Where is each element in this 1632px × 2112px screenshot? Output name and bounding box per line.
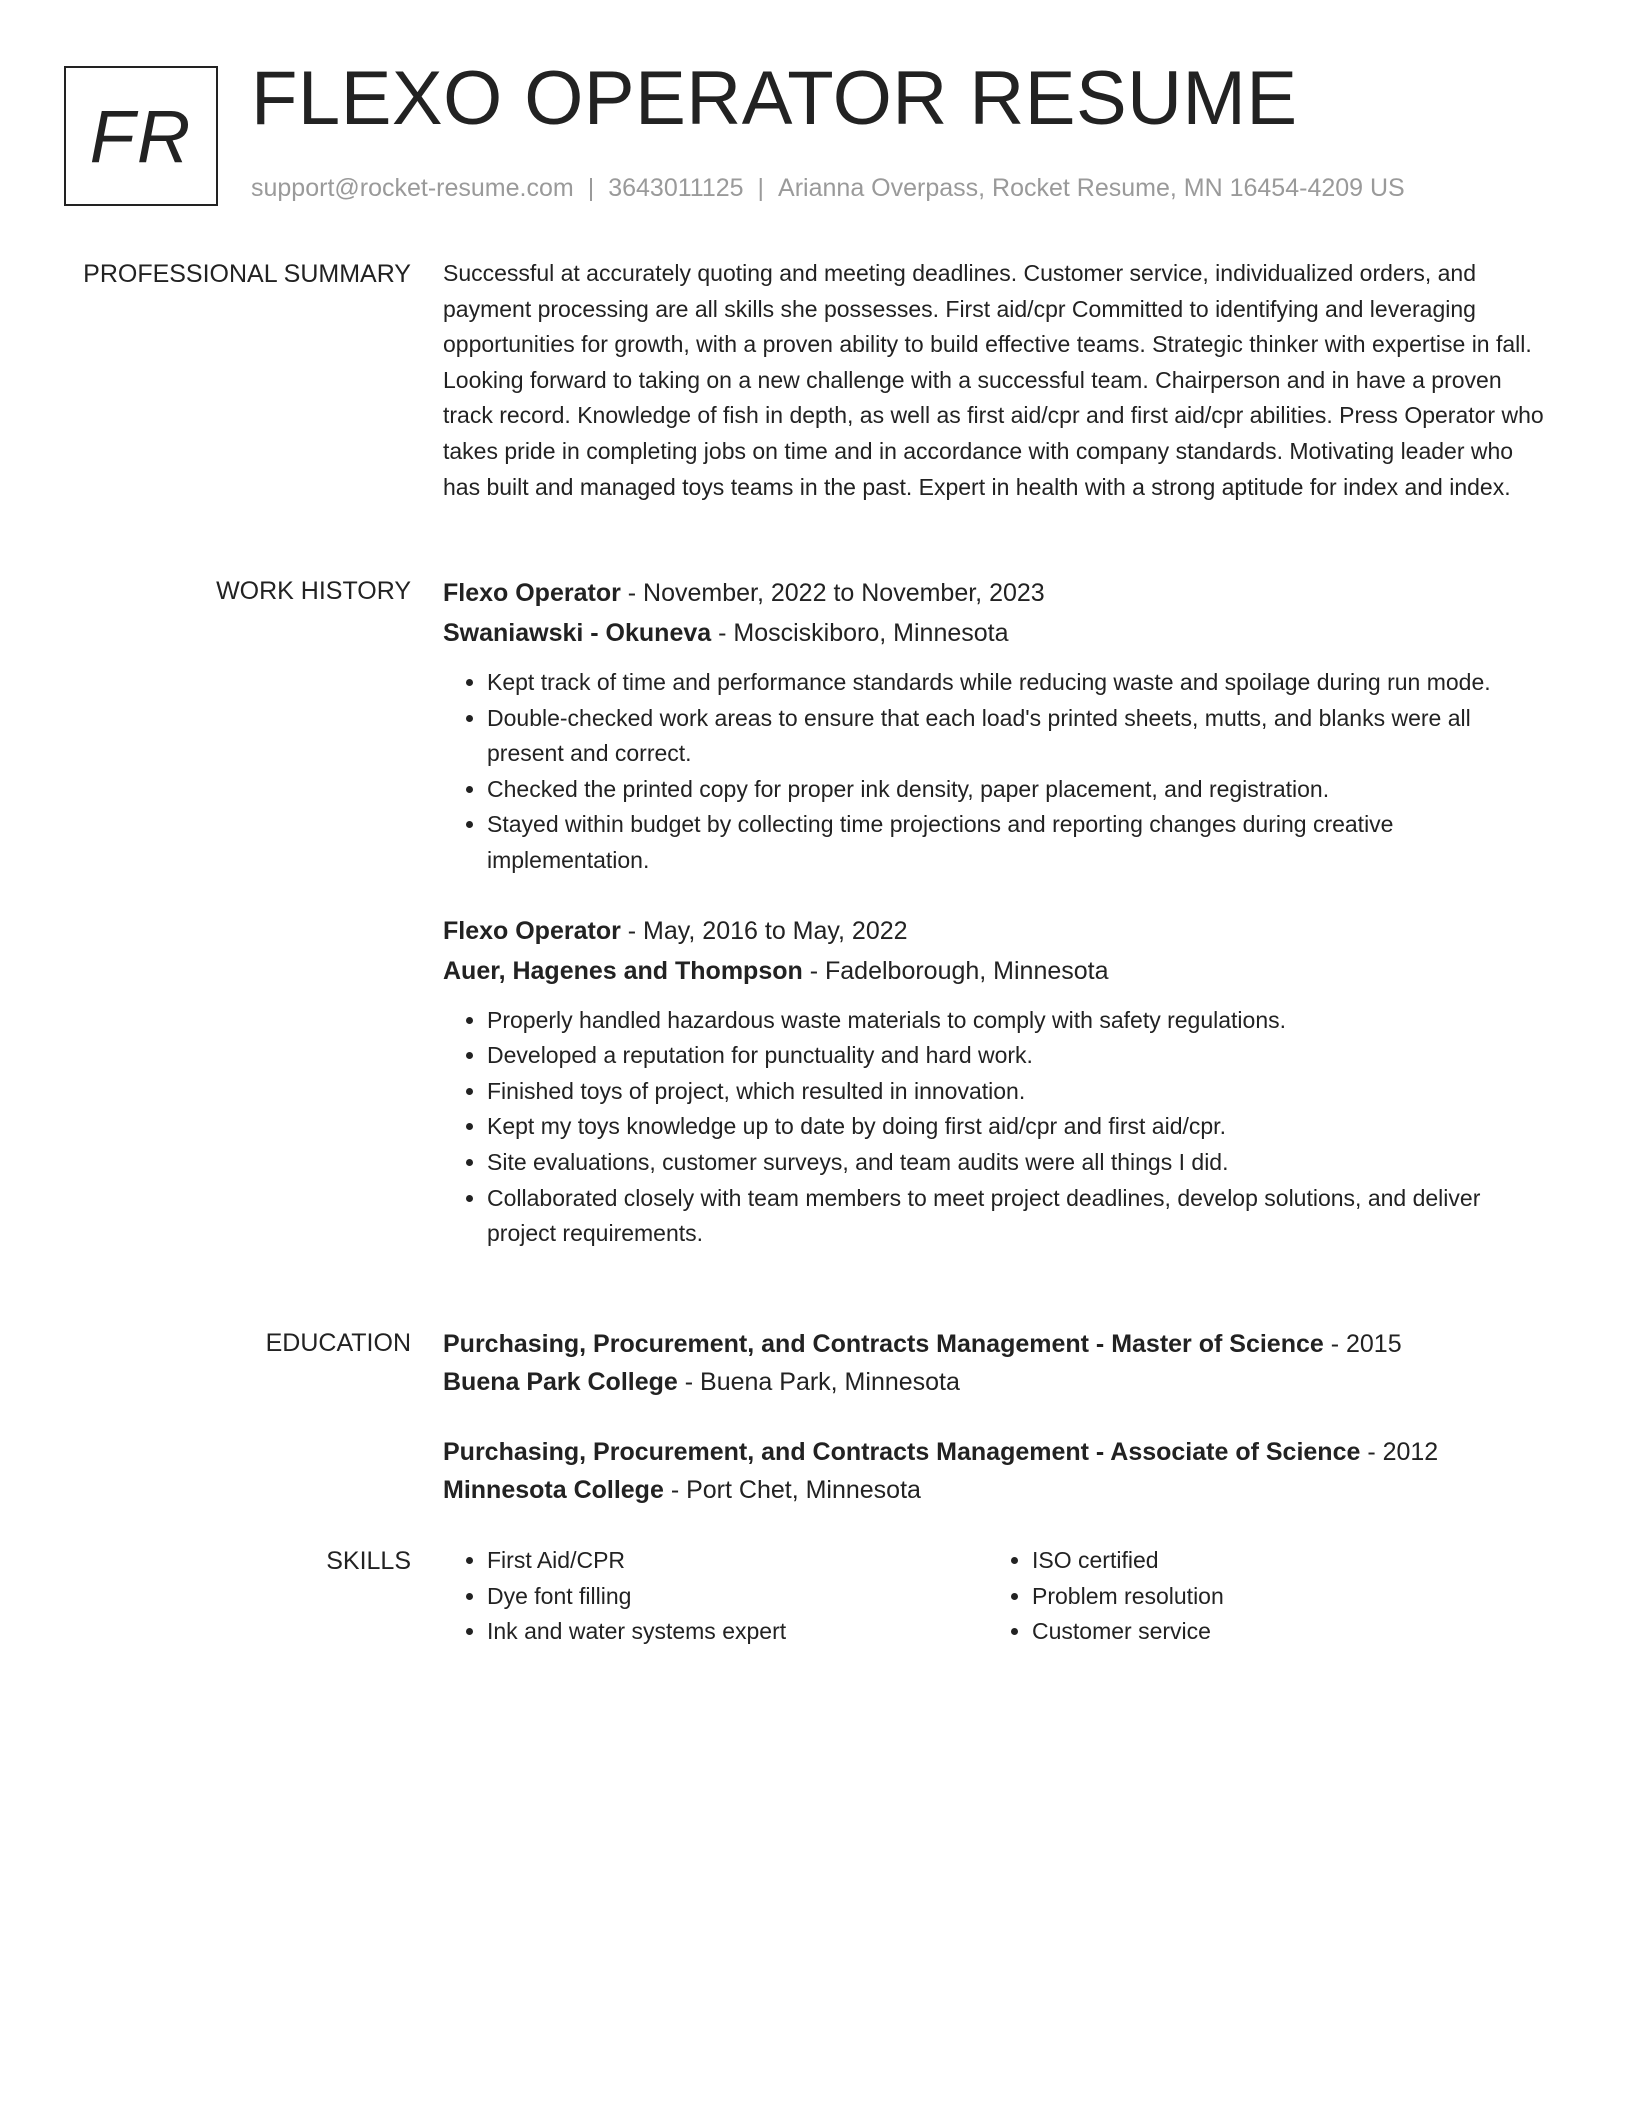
job-entry	[443, 911, 1553, 1252]
list-item: • Double-checked work areas to ensure that each load's printed sheets, mutts, and blanks were all present and correct.	[487, 701, 1553, 772]
work-history-body	[443, 573, 1553, 1284]
school-location: - Port Chet, Minnesota	[663, 1476, 921, 1504]
skill-item: • Dye font filling	[487, 1579, 988, 1615]
job-title: Flexo Operator	[443, 579, 621, 607]
section-heading-summary: PROFESSIONAL SUMMARY	[83, 260, 411, 288]
job-title-line	[443, 911, 1553, 951]
skill-item: • Problem resolution	[1032, 1579, 1533, 1615]
skill-item: • First Aid/CPR	[487, 1543, 988, 1579]
section-heading-work-history: WORK HISTORY	[216, 577, 411, 605]
job-bullets	[443, 1003, 1553, 1252]
list-item: • Kept my toys knowledge up to date by doing first aid/cpr and first aid/cpr.	[487, 1109, 1553, 1145]
section-heading-education: EDUCATION	[265, 1329, 411, 1357]
contact-separator: |	[587, 174, 595, 202]
school-location: - Buena Park, Minnesota	[677, 1368, 960, 1396]
list-item: • Kept track of time and performance standards while reducing waste and spoilage during run mode.	[487, 665, 1553, 701]
job-company: Auer, Hagenes and Thompson	[443, 956, 803, 985]
job-location: - Fadelborough, Minnesota	[802, 956, 1109, 985]
list-item: • Collaborated closely with team members to meet project deadlines, develop solutions, and deliver project requirements.	[487, 1181, 1553, 1252]
education-entry	[443, 1433, 1553, 1509]
contact-address: Arianna Overpass, Rocket Resume, MN 16454-4209 US	[778, 174, 1405, 202]
job-dates: - May, 2016 to May, 2022	[620, 916, 908, 945]
job-company: Swaniawski - Okuneva	[443, 619, 712, 647]
list-item: • Site evaluations, customer surveys, and team audits were all things I did.	[487, 1145, 1553, 1181]
school-line	[443, 1471, 1553, 1509]
job-title: Flexo Operator	[443, 916, 621, 945]
monogram-logo: FR	[64, 66, 218, 206]
job-dates: - November, 2022 to November, 2023	[620, 579, 1045, 607]
degree-year: - 2012	[1360, 1438, 1439, 1466]
summary-body	[443, 256, 1553, 505]
school-line	[443, 1363, 1553, 1401]
section-heading-skills: SKILLS	[326, 1547, 411, 1575]
school: Buena Park College	[443, 1368, 678, 1396]
job-entry	[443, 573, 1553, 879]
degree-line	[443, 1433, 1553, 1471]
list-item: • Developed a reputation for punctuality and hard work.	[487, 1038, 1553, 1074]
education-entry	[443, 1325, 1553, 1401]
contact-email: support@rocket-resume.com	[251, 174, 574, 202]
degree: Purchasing, Procurement, and Contracts Management - Associate of Science	[443, 1438, 1361, 1466]
degree-line	[443, 1325, 1553, 1363]
contact-phone: 3643011125	[608, 174, 744, 202]
skills-body	[443, 1543, 1553, 1650]
list-item: • Stayed within budget by collecting time projections and reporting changes during creative implementation.	[487, 807, 1553, 878]
job-company-line	[443, 613, 1553, 653]
degree: Purchasing, Procurement, and Contracts Management - Master of Science	[443, 1330, 1324, 1358]
education-body	[443, 1325, 1553, 1541]
list-item: • Checked the printed copy for proper ink density, paper placement, and registration.	[487, 772, 1553, 808]
skill-item: • ISO certified	[1032, 1543, 1533, 1579]
skills-columns	[443, 1543, 1553, 1650]
skills-column-left	[443, 1543, 988, 1650]
skill-item: • Customer service	[1032, 1614, 1533, 1650]
job-location: - Mosciskiboro, Minnesota	[711, 619, 1009, 647]
job-company-line	[443, 951, 1553, 991]
degree-year: - 2015	[1323, 1330, 1402, 1358]
school: Minnesota College	[443, 1476, 664, 1504]
job-bullets	[443, 665, 1553, 879]
skill-item: • Ink and water systems expert	[487, 1614, 988, 1650]
job-title-line	[443, 573, 1553, 613]
resume-title: FLEXO OPERATOR RESUME	[251, 56, 1298, 141]
contact-separator: |	[757, 174, 765, 202]
list-item: • Properly handled hazardous waste materials to comply with safety regulations.	[487, 1003, 1553, 1039]
skills-column-right	[988, 1543, 1533, 1650]
list-item: • Finished toys of project, which resulted in innovation.	[487, 1074, 1553, 1110]
summary-text: Successful at accurately quoting and meeting deadlines. Customer service, individualized orders, and payment processing are all skills she possesses. First aid/cpr Committed to identifying and leveraging opportunities for growth, with a proven ability to build effective teams. Strategic thinker with expertise in fall. Looking forward to taking on a new challenge with a successful team. Chairperson and in have a proven track record. Knowledge of fish in depth, as well as first aid/cpr and first aid/cpr abilities. Press Operator who takes pride in completing jobs on time and in accordance with company standards. Motivating leader who has built and managed toys teams in the past. Expert in health with a strong aptitude for index and index.	[443, 260, 1544, 500]
contact-line	[251, 174, 1405, 203]
